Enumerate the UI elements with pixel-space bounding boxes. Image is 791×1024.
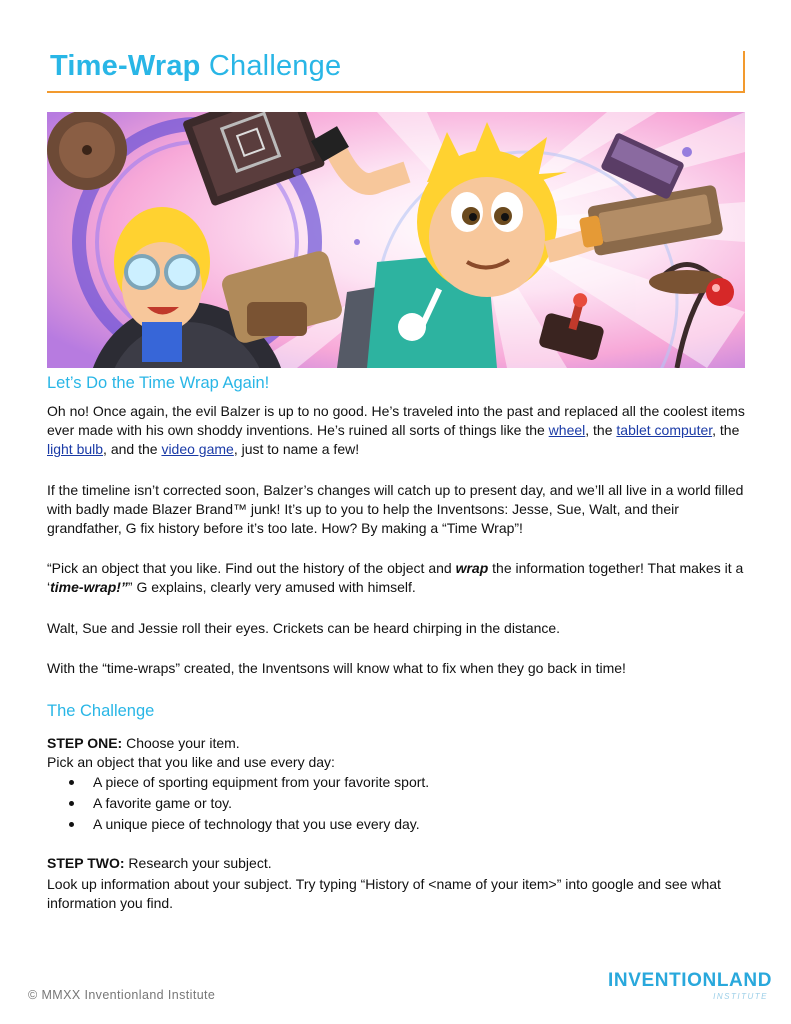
title-underline <box>47 91 745 93</box>
crickets-paragraph: Walt, Sue and Jessie roll their eyes. Crickets can be heard chirping in the distance. <box>47 620 561 636</box>
list-item <box>47 793 647 814</box>
quote-text-part: the information together! That makes it a ‘ <box>47 560 744 595</box>
section-heading-challenge: The Challenge <box>47 702 155 720</box>
list-item-text: A favorite game or toy. <box>93 795 233 811</box>
title-rest: Challenge <box>208 50 342 82</box>
closing-paragraph: With the “time-wraps” created, the Inventsons will know what to fix when they go back in time! <box>47 660 626 676</box>
copyright-notice: © MMXX Inventionland Institute <box>28 988 216 1002</box>
logo-wordmark: INVENTIONLAND <box>608 970 773 991</box>
timeline-paragraph: If the timeline isn’t corrected soon, Balzer’s changes will catch up to present day, and we’ll all live in a world filled with badly made Blazer Brand™ junk! It’s up to you to help the Inventsons: Jesse, Sue, Walt, and their grandfather, G fix history before it’s too late. How? By making a “Time Wrap”! <box>47 482 744 536</box>
hero-illustration <box>47 112 745 368</box>
link-video-game[interactable]: video game <box>161 441 234 457</box>
list-item-text: A piece of sporting equipment from your favorite sport. <box>93 774 430 790</box>
link-tablet-computer[interactable]: tablet computer <box>616 422 713 438</box>
intro-text-part: , just to name a few! <box>233 441 360 457</box>
page-title <box>50 50 341 83</box>
intro-text-part: , the <box>585 422 617 438</box>
list-item <box>47 814 647 835</box>
inventionland-logo <box>608 970 773 1004</box>
step-one-description: Pick an object that you like and use every day: <box>47 754 335 770</box>
intro-text-part: Oh no! Once again, the evil Balzer is up to no good. He’s traveled into the past and replaced all the coolest items ever made with his own shoddy inventions. He’s ruined all sorts of things like the <box>47 403 745 438</box>
intro-text-part: , and the <box>103 441 162 457</box>
step-two-label: STEP TWO: <box>47 855 125 871</box>
step-one <box>47 734 747 753</box>
bullet-icon <box>69 822 74 827</box>
step-one-title: Choose your item. <box>122 735 240 751</box>
title-rule-corner <box>743 51 745 93</box>
section-heading-intro: Let’s Do the Time Wrap Again! <box>47 374 270 392</box>
bullet-icon <box>69 801 74 806</box>
item-options-list <box>47 772 647 835</box>
link-light-bulb[interactable]: light bulb <box>47 441 104 457</box>
quote-paragraph <box>47 559 747 597</box>
list-item <box>47 772 647 793</box>
quote-text-part: ” G explains, clearly very amused with himself. <box>127 579 416 595</box>
link-wheel[interactable]: wheel <box>548 422 586 438</box>
step-two <box>47 854 747 873</box>
logo-subtitle: INSTITUTE <box>713 992 768 1001</box>
step-two-description: Look up information about your subject. Try typing “History of <name of your item>” into google and see what information you find. <box>47 876 721 911</box>
wrap-emphasis: wrap <box>455 560 489 576</box>
intro-paragraph <box>47 402 747 459</box>
step-two-title: Research your subject. <box>124 855 272 871</box>
title-bold: Time-Wrap <box>50 50 201 82</box>
bullet-icon <box>69 780 74 785</box>
intro-text-part: , the <box>712 422 740 438</box>
time-wrap-emphasis: time-wrap!” <box>50 579 128 595</box>
quote-text-part: “Pick an object that you like. Find out the history of the object and <box>47 560 456 576</box>
list-item-text: A unique piece of technology that you use every day. <box>93 816 420 832</box>
step-one-label: STEP ONE: <box>47 735 123 751</box>
